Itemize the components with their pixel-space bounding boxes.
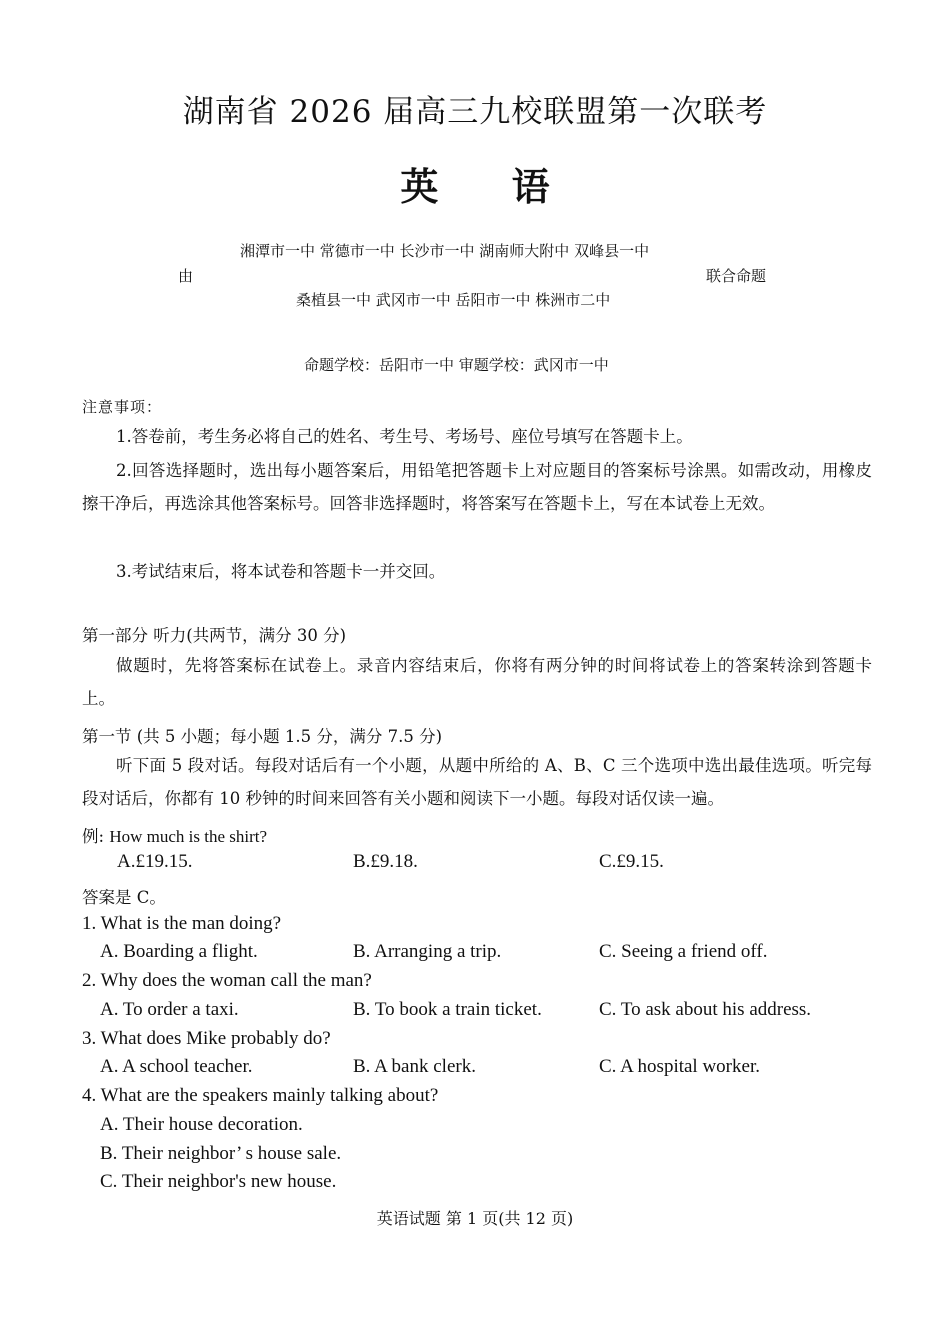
q2-option-c: C. To ask about his address. bbox=[599, 999, 812, 1020]
example-option-c: C.£9.15. bbox=[599, 851, 664, 872]
q4-option-b: B. Their neighbor’ s house sale. bbox=[100, 1143, 342, 1164]
subject-title: 英 语 bbox=[400, 164, 550, 209]
example-question bbox=[82, 823, 267, 847]
page-title: 湖南省 2026 届高三九校联盟第一次联考 bbox=[182, 94, 768, 130]
example-label: 例: bbox=[82, 827, 105, 846]
note-item-3: 3.考试结束后，将本试卷和答题卡一并交回。 bbox=[116, 562, 446, 581]
q3-option-a: A. A school teacher. bbox=[100, 1056, 253, 1077]
example-option-a: A.£19.15. bbox=[117, 851, 193, 872]
setter-line: 命题学校：岳阳市一中 审题学校：武冈市一中 bbox=[304, 356, 609, 374]
schools-suffix: 联合命题 bbox=[706, 267, 767, 285]
q4-option-c: C. Their neighbor's new house. bbox=[100, 1171, 337, 1192]
note-item-1: 1.答卷前，考生务必将自己的姓名、考生号、考场号、座位号填写在答题卡上。 bbox=[116, 427, 693, 446]
question-4: 4. What are the speakers mainly talking about? bbox=[82, 1085, 439, 1106]
schools-prefix: 由 bbox=[178, 267, 194, 285]
question-1: 1. What is the man doing? bbox=[82, 913, 282, 934]
q2-option-a: A. To order a taxi. bbox=[100, 999, 239, 1020]
q1-option-a: A. Boarding a flight. bbox=[100, 941, 258, 962]
question-2: 2. Why does the woman call the man? bbox=[82, 970, 372, 991]
section1-instruction: 听下面 5 段对话。每段对话后有一个小题，从题中所给的 A、B、C 三个选项中选出最佳选项。听完每段对话后，你都有 10 秒钟的时间来回答有关小题和阅读下一小题。每段对话仅读一遍。 bbox=[82, 756, 872, 808]
notes-heading: 注意事项： bbox=[82, 398, 163, 416]
page-footer: 英语试题 第 1 页(共 12 页) bbox=[376, 1209, 574, 1228]
schools-line-2: 桑植县一中 武冈市一中 岳阳市一中 株洲市二中 bbox=[296, 291, 611, 309]
q3-option-c: C. A hospital worker. bbox=[599, 1056, 760, 1077]
example-answer: 答案是 C。 bbox=[82, 888, 166, 907]
note-item-2: 2.回答选择题时，选出每小题答案后，用铅笔把答题卡上对应题目的答案标号涂黑。如需改动，用橡皮擦干净后，再选涂其他答案标号。回答非选择题时，将答案写在答题卡上，写在本试卷上无效。 bbox=[82, 461, 872, 513]
example-option-b: B.£9.18. bbox=[353, 851, 418, 872]
example-question-text: How much is the shirt? bbox=[109, 827, 268, 846]
q1-option-b: B. Arranging a trip. bbox=[353, 941, 502, 962]
q4-option-a: A. Their house decoration. bbox=[100, 1114, 303, 1135]
q3-option-b: B. A bank clerk. bbox=[353, 1056, 476, 1077]
q2-option-b: B. To book a train ticket. bbox=[353, 999, 542, 1020]
schools-line-1: 湘潭市一中 常德市一中 长沙市一中 湖南师大附中 双峰县一中 bbox=[240, 242, 650, 260]
q1-option-c: C. Seeing a friend off. bbox=[599, 941, 768, 962]
question-3: 3. What does Mike probably do? bbox=[82, 1028, 331, 1049]
part1-heading: 第一部分 听力(共两节，满分 30 分) bbox=[82, 626, 347, 645]
section1-heading: 第一节 (共 5 小题；每小题 1.5 分，满分 7.5 分) bbox=[82, 727, 443, 746]
part1-instruction: 做题时，先将答案标在试卷上。录音内容结束后，你将有两分钟的时间将试卷上的答案转涂到答题卡上。 bbox=[82, 656, 872, 708]
